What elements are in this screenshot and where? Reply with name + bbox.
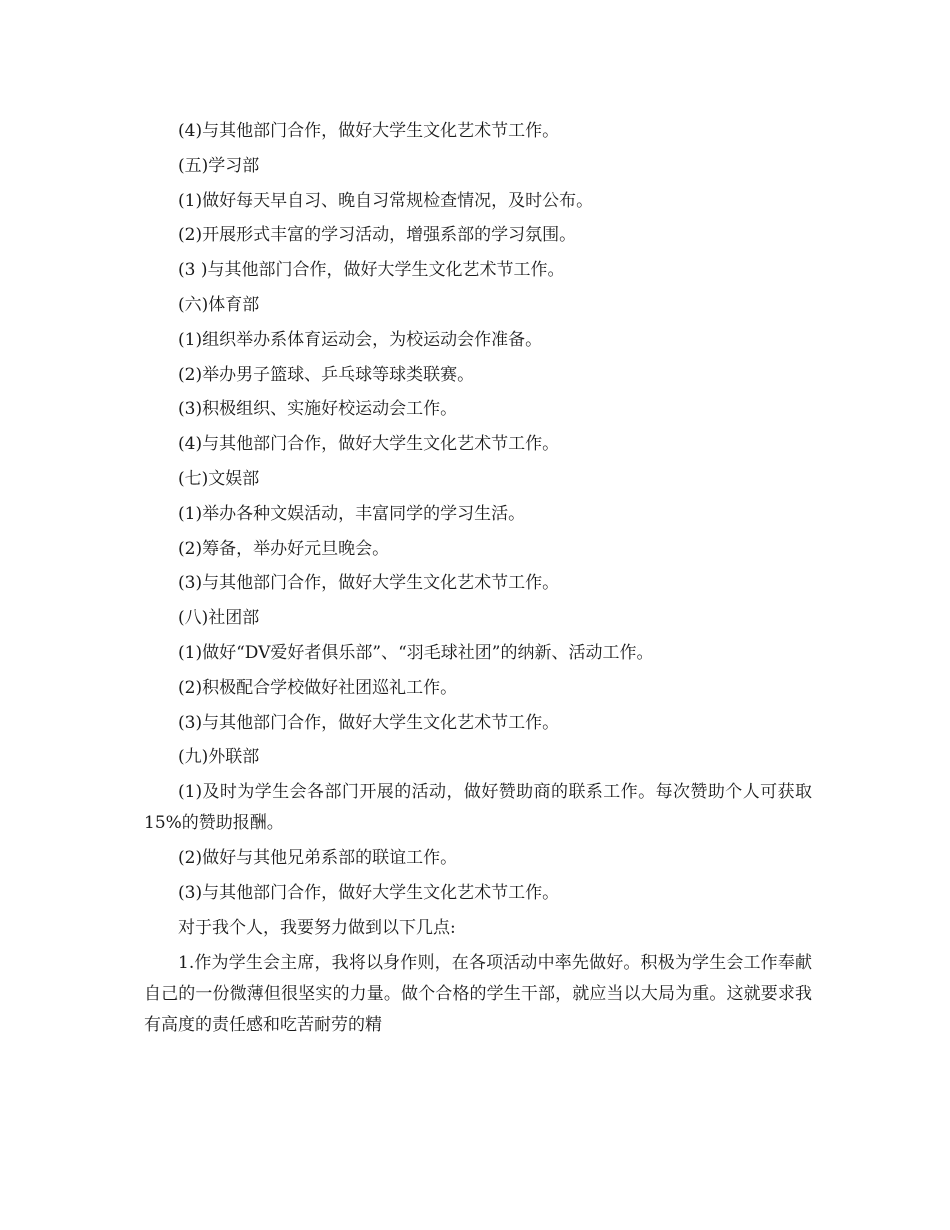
paragraph: (1)做好“DV爱好者俱乐部”、“羽毛球社团”的纳新、活动工作。 [178,642,654,663]
section-heading: (九)外联部 [178,747,260,768]
section-heading: (五)学习部 [178,155,260,176]
paragraph: (1)及时为学生会各部门开展的活动，做好赞助商的联系工作。每次赞助个人可获取15%的赞助报酬。 [144,782,812,834]
paragraph: (2)举办男子篮球、乒乓球等球类联赛。 [178,364,475,385]
paragraph: (1)举办各种文娱活动，丰富同学的学习生活。 [178,503,526,524]
paragraph: (4)与其他部门合作，做好大学生文化艺术节工作。 [178,434,560,455]
paragraph: (3)与其他部门合作，做好大学生文化艺术节工作。 [178,882,560,903]
paragraph: 1.作为学生会主席，我将以身作则，在各项活动中率先做好。积极为学生会工作奉献自己的一份微薄但很坚实的力量。做个合格的学生干部，就应当以大局为重。这就要求我有高度的责任感和吃苦耐劳的精 [144,952,812,1035]
paragraph: (3)与其他部门合作，做好大学生文化艺术节工作。 [178,712,560,733]
paragraph: (1)组织举办系体育运动会，为校运动会作准备。 [178,329,543,350]
paragraph: (2)积极配合学校做好社团巡礼工作。 [178,677,458,698]
section-heading: (八)社团部 [178,608,260,629]
paragraph: (2)开展形式丰富的学习活动，增强系部的学习氛围。 [178,225,577,246]
paragraph: (3)与其他部门合作，做好大学生文化艺术节工作。 [178,573,560,594]
paragraph: (2)筹备，举办好元旦晚会。 [178,538,390,559]
section-heading: (六)体育部 [178,294,260,315]
paragraph: (1)做好每天早自习、晚自习常规检查情况，及时公布。 [178,190,594,211]
paragraph: (3)积极组织、实施好校运动会工作。 [178,399,458,420]
paragraph: (4)与其他部门合作，做好大学生文化艺术节工作。 [178,121,560,141]
paragraph: 对于我个人，我要努力做到以下几点: [178,917,456,938]
paragraph: (2)做好与其他兄弟系部的联谊工作。 [178,848,458,869]
paragraph: (3 )与其他部门合作，做好大学生文化艺术节工作。 [178,260,565,281]
section-heading: (七)文娱部 [178,468,260,489]
document-body [144,114,812,1043]
